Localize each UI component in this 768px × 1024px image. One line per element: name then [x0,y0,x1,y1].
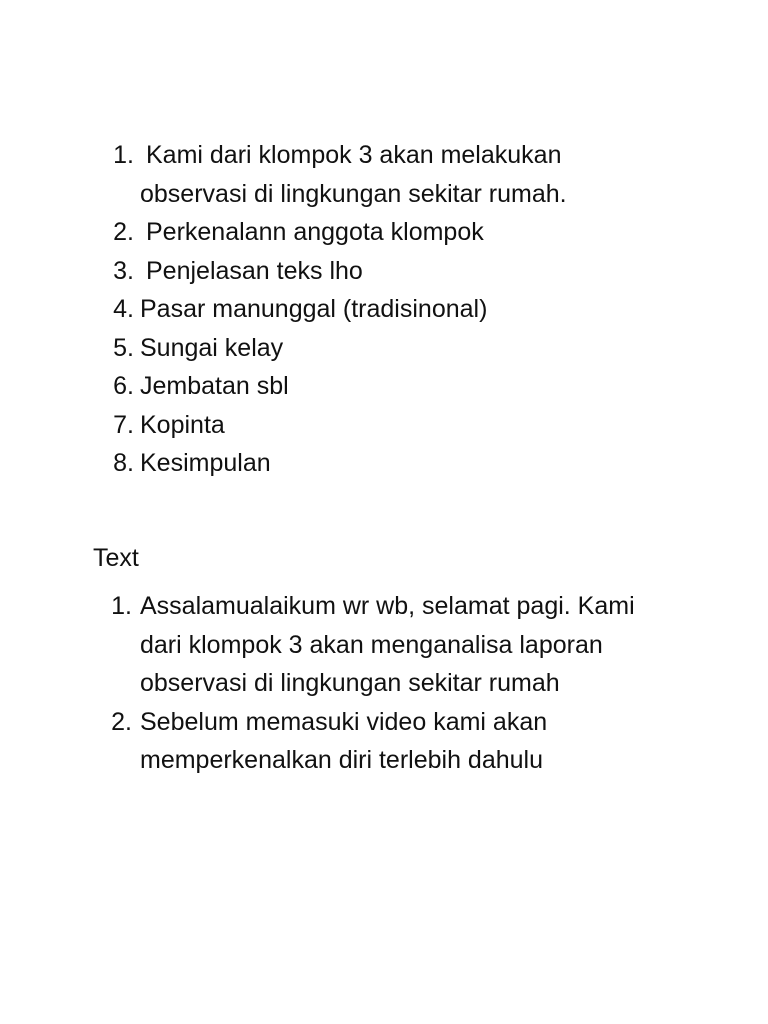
list-item [113,329,660,368]
list-item-text: Kesimpulan [140,449,271,477]
list-item [113,406,660,445]
list-number: 8. [113,449,134,477]
list-number: 1. [113,141,134,169]
list-item [111,703,660,780]
list-number: 6. [113,372,134,400]
list-item-text: Jembatan sbl [140,372,289,400]
list-item-text: Penjelasan teks lho [146,256,363,285]
list-item-text: Perkenalann anggota klompok [146,218,484,246]
list-item-text: Kopinta [140,410,225,439]
list-item-text: Pasar manunggal (tradisinonal) [140,295,488,323]
list-number: 2. [113,218,134,246]
list-number: 7. [113,410,134,439]
list-number: 4. [113,295,134,323]
list-item [113,367,660,406]
outline-list [113,136,660,483]
list-item [111,587,660,703]
list-item [113,136,660,213]
list-item-text: Kami dari klompok 3 akan melakukan observasi di lingkungan sekitar rumah. [140,141,567,208]
text-list [111,587,660,780]
list-item-text: Sebelum memasuki video kami akan memperkenalkan diri terlebih dahulu [140,707,548,774]
list-item [113,213,660,252]
list-item [113,444,660,483]
list-item-text: Assalamualaikum wr wb, selamat pagi. Kami dari klompok 3 akan menganalisa laporan observasi di lingkungan sekitar rumah [140,592,635,697]
list-number: 1. [111,592,132,620]
section-heading: Text [93,544,139,572]
list-number: 2. [111,707,132,736]
list-number: 3. [113,256,134,285]
list-item [113,252,660,291]
list-item-text: Sungai kelay [140,333,284,362]
list-number: 5. [113,333,134,362]
list-item [113,290,660,329]
